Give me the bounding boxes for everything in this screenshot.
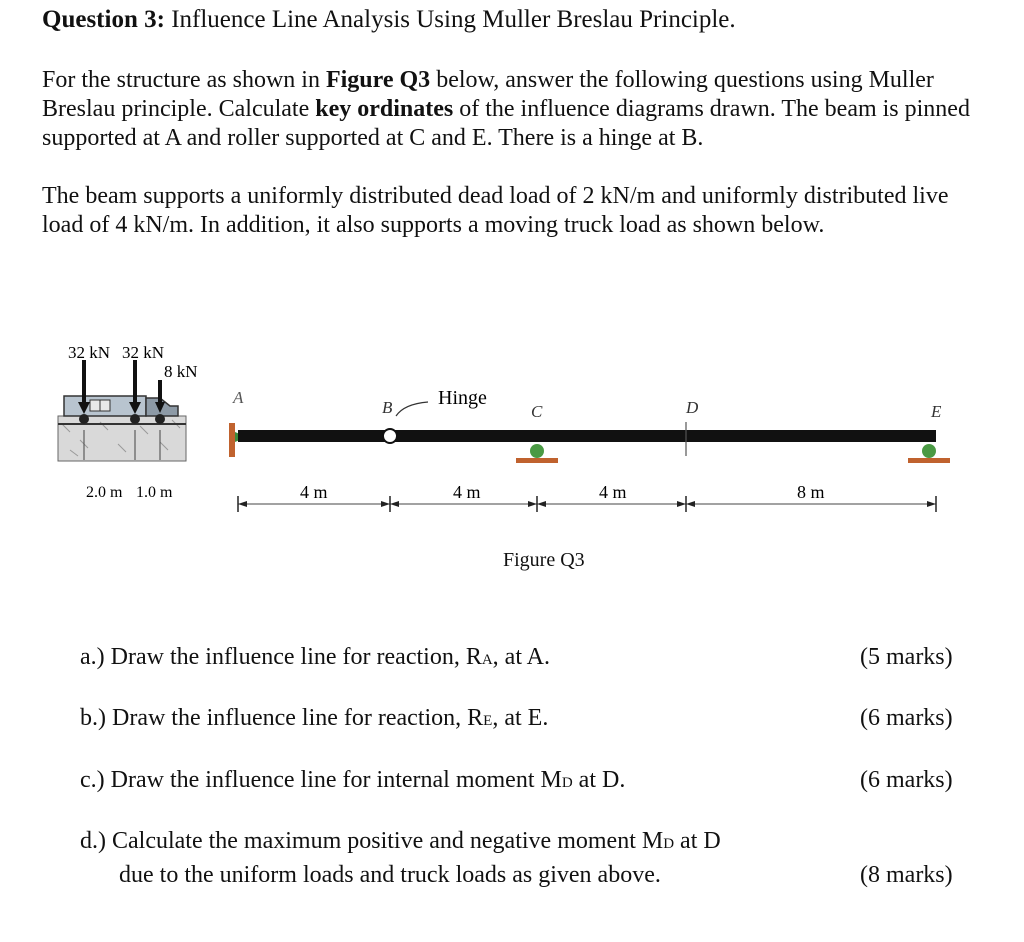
para1-text-2: below, answer the following questions using Muller Breslau principle. Calculate: [42, 67, 934, 122]
ground-block: [58, 416, 186, 461]
span-bc: 4 m: [453, 482, 481, 502]
wheel-2: [130, 414, 140, 424]
question-heading: Influence Line Analysis Using Muller Breslau Principle.: [164, 6, 736, 33]
intro-paragraph: [42, 66, 992, 153]
truck-load-2: 32 kN: [122, 343, 165, 362]
question-number: Question 3:: [42, 6, 165, 33]
beam: [238, 430, 936, 442]
label-hinge: Hinge: [438, 387, 487, 409]
truck-load-3: 8 kN: [164, 362, 198, 381]
hinge-b: [383, 429, 397, 443]
wheel-3: [155, 414, 165, 424]
truck-diagram: [58, 343, 198, 501]
question-d-line-2: due to the uniform loads and truck loads as given above.: [119, 862, 661, 888]
marks-b: (6 marks): [860, 705, 953, 731]
beam-diagram: [229, 387, 950, 463]
loading-paragraph: The beam supports a uniformly distributed dead load of 2 kN/m and uniformly distributed live load of 4 kN/m. In addition, it also supports a moving truck load as shown below.: [42, 183, 949, 238]
span-cd: 4 m: [599, 482, 627, 502]
roller-support-e: [922, 444, 936, 458]
span-dimensions: [238, 482, 936, 512]
para1-figure-ref: Figure Q3: [325, 67, 431, 93]
span-de: 8 m: [797, 482, 825, 502]
label-c: C: [531, 402, 543, 421]
marks-c: (6 marks): [860, 767, 953, 793]
label-a: A: [233, 388, 244, 407]
label-b: B: [382, 398, 393, 417]
para1-key-ordinates: key ordinates: [315, 96, 454, 122]
question-title: [42, 6, 736, 34]
roller-support-e-base: [908, 458, 950, 463]
pin-support-a: [229, 423, 235, 457]
marks-a: (5 marks): [860, 644, 953, 670]
roller-support-c: [530, 444, 544, 458]
span-ab: 4 m: [300, 482, 328, 502]
para1-text-1: For the structure as shown in: [42, 67, 326, 93]
truck-load-1: 32 kN: [68, 343, 111, 362]
wheel-1: [79, 414, 89, 424]
roller-support-c-base: [516, 458, 558, 463]
beam-figure: [0, 320, 1024, 550]
marks-d: (8 marks): [860, 862, 953, 888]
question-a: a.) Draw the influence line for reaction, RA, at A.: [80, 644, 550, 670]
label-e: E: [931, 402, 942, 421]
question-d-line-1: d.) Calculate the maximum positive and negative moment MD at D: [80, 828, 721, 854]
hinge-pointer: [396, 402, 428, 416]
label-d: D: [686, 398, 699, 417]
truck-spacing-2: 1.0 m: [136, 484, 173, 501]
truck-spacing-1: 2.0 m: [86, 484, 123, 501]
question-b: b.) Draw the influence line for reaction, RE, at E.: [80, 705, 549, 731]
figure-caption: Figure Q3: [503, 549, 585, 571]
para1-text-3: of the influence diagrams drawn. The beam is pinned supported at A and roller supported at C and E. There is a hinge at B.: [42, 96, 970, 151]
question-c: c.) Draw the influence line for internal moment MD at D.: [80, 767, 626, 793]
